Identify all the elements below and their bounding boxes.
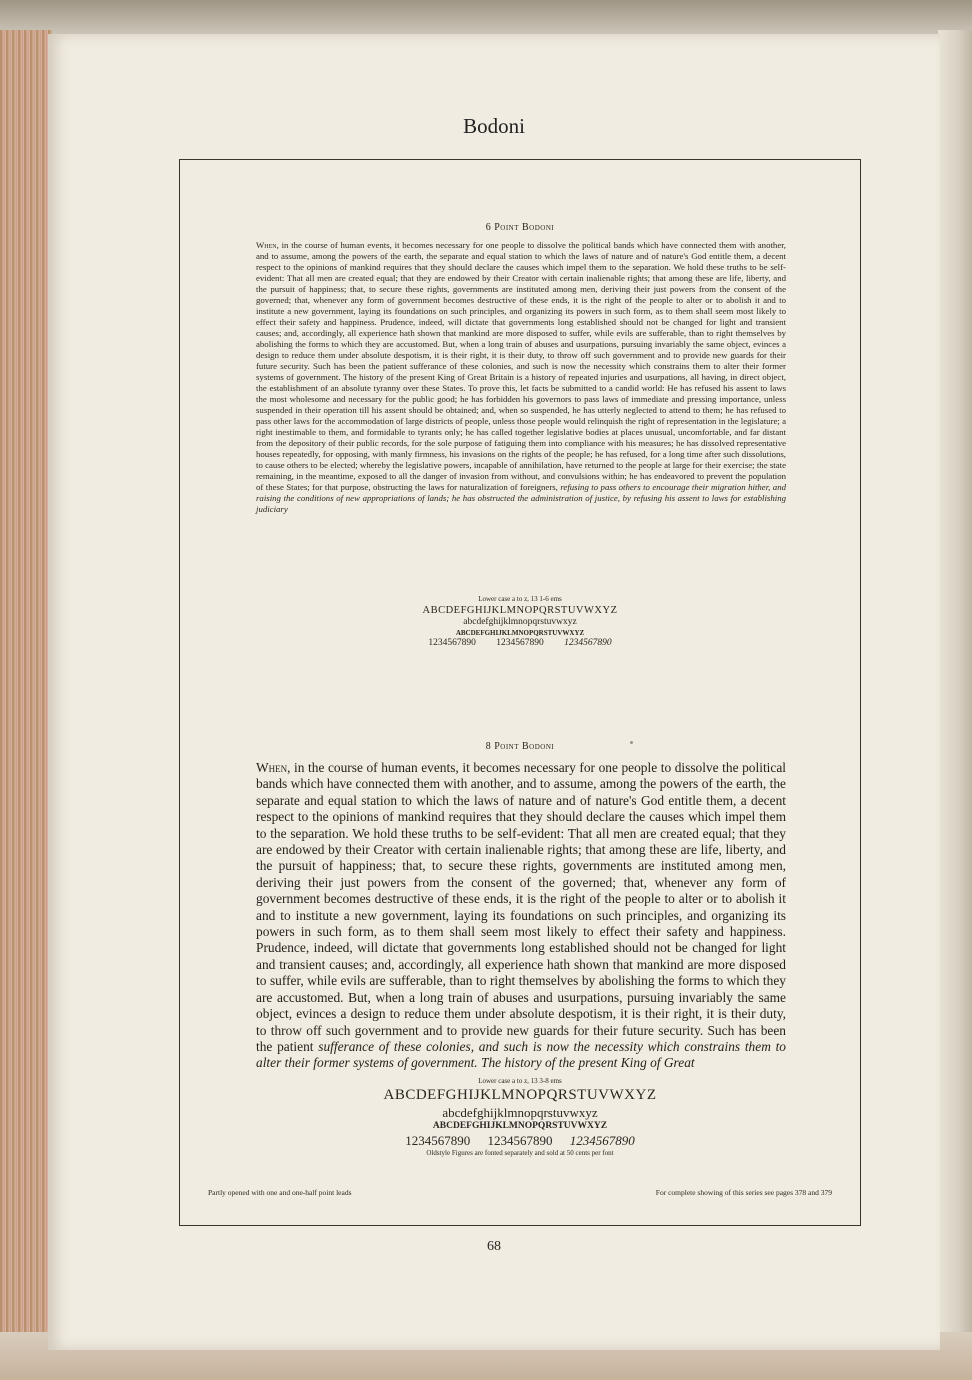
six-point-italic-figures: 1234567890 (564, 637, 612, 648)
eight-point-character-set (180, 1077, 860, 1158)
six-point-oldstyle-figures: 1234567890 (496, 637, 544, 648)
six-point-lead-word: When, (256, 240, 279, 250)
footer-leading-note: Partly opened with one and one-half point leads (208, 1188, 352, 1197)
print-speck (630, 741, 633, 744)
book-page (48, 34, 940, 1350)
eight-point-lead-word: When, (256, 760, 291, 775)
oldstyle-figures-note: Oldstyle Figures are fonted separately and sold at 50 cents per font (426, 1148, 614, 1157)
eight-point-oldstyle-figures: 1234567890 (487, 1132, 553, 1148)
eight-point-sample-text (256, 760, 786, 1072)
eight-point-body: in the course of human events, it becomes necessary for one people to dissolve the political bands which have connected them with another, and to assume, among the powers of the earth, the separate and equal station to which the laws of nature and of nature's God entitle them, a decent respect to the opinions of mankind requires that they should declare the causes which impel them to the separation. We hold these truths to be self-evident: That all men are created equal; that they are endowed by their Creator with certain inalienable rights; that among these are life, liberty, and the pursuit of happiness; that, to secure these rights, governments are instituted among men, deriving their just powers from the consent of the governed; that, whenever any form of government becomes destructive of these ends, it is the right of the people to alter or to abolish it and to institute a new government, laying its foundations on such principles, and organizing its powers in such form, as to them shall seem most likely to effect their safety and happiness. Prudence, indeed, will dictate that governments long established should not be changed for light and transient causes; and, accordingly, all experience hath shown that mankind are more disposed to suffer, while evils are sufferable, than to right themselves by abolishing the forms to which they are accustomed. But, when a long train of abuses and usurpations, pursuing invariably the same object, evinces a design to reduce them under absolute despotism, it is their right, it is their duty, to throw off such government and to provide new guards for their future security. Such has been the patient (256, 760, 786, 1054)
eight-point-small-caps: ABCDEFGHIJKLMNOPQRSTUVWXYZ (432, 1120, 608, 1131)
six-point-note: Lower case a to z, 13 1-6 ems (478, 595, 562, 603)
six-point-italic: refusing to pass others to encourage their migration hither, and raising the conditions of new appropriations of lands; he has obstructed the administration of justice, by refusing his assent to laws for establishing judiciary (256, 482, 786, 514)
eight-point-lowercase: abcdefghijklmnopqrstuvwxyz (442, 1104, 598, 1120)
eight-point-italic-figures: 1234567890 (569, 1132, 635, 1148)
book-page-edge-right (938, 30, 972, 1350)
eight-point-uppercase: ABCDEFGHIJKLMNOPQRSTUVWXYZ (383, 1086, 657, 1103)
eight-point-italic: sufferance of these colonies, and such is now the necessity which constrains them to alter their former systems of government. The history of the present King of Great (256, 1038, 786, 1071)
six-point-small-caps: ABCDEFGHIJKLMNOPQRSTUVWXYZ (455, 628, 585, 637)
page-title: Bodoni (463, 114, 525, 138)
six-point-uppercase: ABCDEFGHIJKLMNOPQRSTUVWXYZ (422, 604, 618, 616)
eight-point-figures: 1234567890 (405, 1132, 471, 1148)
eight-point-figures-row (180, 1133, 860, 1149)
specimen-frame (179, 159, 861, 1226)
page-number: 68 (487, 1239, 501, 1254)
six-point-figures: 1234567890 (428, 637, 476, 648)
eight-point-heading: 8 Point Bodoni (485, 741, 555, 752)
six-point-figures-row (180, 638, 860, 650)
six-point-body: in the course of human events, it becomes necessary for one people to dissolve the political bands which have connected them with another, and to assume, among the powers of the earth, the separate and equal station to which the laws of nature and of nature's God entitle them, a decent respect to the opinions of mankind requires that they should declare the causes which impel them to the separation. We hold these truths to be self-evident: That all men are created equal; that they are endowed by their Creator with certain inalienable rights; that among these are life, liberty, and the pursuit of happiness; that, to secure these rights, governments are instituted among men, deriving their just powers from the consent of the governed; that, whenever any form of government becomes destructive of these ends, it is the right of the people to alter or to abolish it and to institute a new government, laying its foundations on such principles, and organizing its powers in such form, as to them shall seem most likely to effect their safety and happiness. Prudence, indeed, will dictate that governments long established should not be changed for light and transient causes; and, accordingly, all experience hath shown that mankind are more disposed to suffer, while evils are sufferable, than to right themselves by abolishing the forms to which they are accustomed. But, when a long train of abuses and usurpations, pursuing invariably the same object, evinces a design to reduce them under absolute despotism, it is their right, it is their duty, to throw off such government and to provide new guards for their future security. Such has been the patient sufferance of these colonies, and such is now the necessity which constrains them to alter their former systems of government. The history of the present King of Great Britain is a history of repeated injuries and usurpations, all having, in direct object, the establishment of an absolute tyranny over these States. To prove this, let facts be submitted to a candid world: He has refused his assent to laws the most wholesome and necessary for the public good; he has forbidden his governors to pass laws of immediate and pressing importance, unless suspended in their operation till his assent should be obtained; and, when so suspended, he has utterly neglected to attend to them; he has refused to pass other laws for the accommodation of large districts of people, unless those people would relinquish the right of representation in the legislature; a right inestimable to them, and formidable to tyrants only; he has called together legislative bodies at places unusual, uncomfortable, and far distant from the depository of their public records, for the sole purpose of fatiguing them into compliance with his measures; he has dissolved representative houses repeatedly, for opposing, with manly firmness, his invasions on the rights of the people; he has refused, for a long time after such dissolutions, to cause others to be elected; whereby the legislative powers, incapable of annihilation, have returned to the people at large for their exercise; the state remaining, in the meantime, exposed to all the danger of invasion from without, and convulsions within; he has endeavored to prevent the population of these States; for that purpose, obstructing the laws for naturalization of foreigners, (256, 240, 786, 492)
six-point-lowercase: abcdefghijklmnopqrstuvwxyz (463, 616, 577, 627)
book-page-edges-left (0, 30, 52, 1380)
six-point-character-set (180, 595, 860, 649)
six-point-heading: 6 Point Bodoni (485, 222, 555, 233)
eight-point-note: Lower case a to z, 13 3-8 ems (478, 1077, 562, 1085)
footer-series-note: For complete showing of this series see pages 378 and 379 (655, 1188, 832, 1197)
six-point-sample-text (256, 240, 786, 515)
